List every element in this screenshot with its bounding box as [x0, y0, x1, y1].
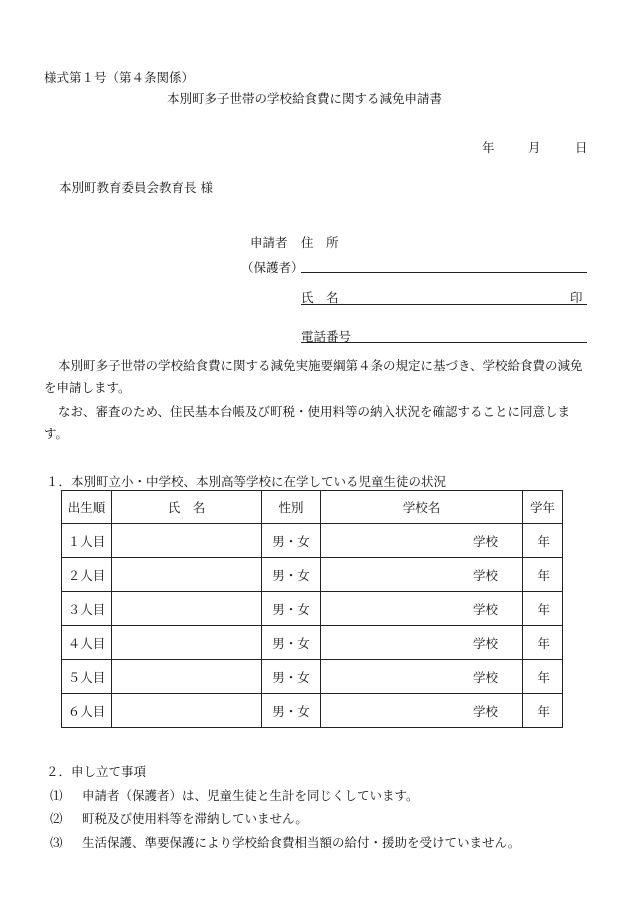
grade-cell[interactable]: 年: [523, 694, 563, 728]
school-cell[interactable]: 学校: [321, 626, 523, 660]
sex-cell[interactable]: 男・女: [262, 558, 321, 592]
table-row: [62, 558, 563, 592]
statement-item: [50, 809, 308, 827]
section1-heading: １．本別町立小・中学校、本別高等学校に在学している児童生徒の状況: [46, 474, 447, 489]
statement-item: [50, 833, 520, 851]
table-row: [62, 694, 563, 728]
children-status-table: [61, 490, 563, 728]
sex-cell[interactable]: 男・女: [262, 660, 321, 694]
table-row: [62, 626, 563, 660]
sex-cell[interactable]: 男・女: [262, 626, 321, 660]
consent-paragraph: なお、審査のため、住民基本台帳及び町税・使用料等の納入状況を確認することに同意します。: [44, 404, 571, 441]
name-field-line[interactable]: [301, 304, 587, 305]
table-row: [62, 660, 563, 694]
table-row: [62, 592, 563, 626]
name-cell[interactable]: [112, 626, 262, 660]
address-field-line[interactable]: [301, 272, 587, 273]
name-label: 氏 名: [301, 290, 339, 305]
statement-text: 町税及び使用料等を滞納していません。: [82, 811, 308, 826]
phone-label: 電話番号: [301, 329, 352, 344]
section2-heading: ２．申し立て事項: [46, 764, 147, 779]
col-header-grade: 学年: [523, 491, 563, 524]
statement-number: ⑴: [50, 788, 63, 803]
statement-number: ⑵: [50, 811, 63, 826]
form-number: 様式第１号（第４条関係）: [44, 70, 195, 85]
name-cell[interactable]: [112, 660, 262, 694]
sex-cell[interactable]: 男・女: [262, 524, 321, 558]
table-header-row: [62, 491, 563, 524]
statement-text: 生活保護、準要保護により学校給食費相当額の給付・援助を受けていません。: [82, 835, 521, 850]
addressee: 本別町教育委員会教育長 様: [59, 180, 213, 195]
date-day: 日: [575, 140, 588, 155]
school-cell[interactable]: 学校: [321, 660, 523, 694]
grade-cell[interactable]: 年: [523, 524, 563, 558]
name-cell[interactable]: [112, 592, 262, 626]
phone-field-line[interactable]: [301, 342, 587, 343]
applicant-label: 申請者: [250, 235, 288, 250]
statement-number: ⑶: [50, 835, 63, 850]
sex-cell[interactable]: 男・女: [262, 592, 321, 626]
school-cell[interactable]: 学校: [321, 558, 523, 592]
grade-cell[interactable]: 年: [523, 626, 563, 660]
name-cell[interactable]: [112, 558, 262, 592]
grade-cell[interactable]: 年: [523, 660, 563, 694]
name-cell[interactable]: [112, 524, 262, 558]
date-year: 年: [482, 140, 495, 155]
sex-cell[interactable]: 男・女: [262, 694, 321, 728]
col-header-name: 氏 名: [112, 491, 262, 524]
school-cell[interactable]: 学校: [321, 694, 523, 728]
seal-label: 印: [570, 290, 583, 305]
date-month: 月: [528, 140, 541, 155]
col-header-school: 学校名: [321, 491, 523, 524]
col-header-sex: 性別: [262, 491, 321, 524]
birth-order-cell: ３人目: [62, 592, 112, 626]
statement-item: [50, 786, 419, 804]
grade-cell[interactable]: 年: [523, 592, 563, 626]
birth-order-cell: ４人目: [62, 626, 112, 660]
address-label: 住 所: [301, 235, 339, 250]
birth-order-cell: ６人目: [62, 694, 112, 728]
statement-text: 申請者（保護者）は、児童生徒と生計を同じくしています。: [82, 788, 419, 803]
grade-cell[interactable]: 年: [523, 558, 563, 592]
school-cell[interactable]: 学校: [321, 592, 523, 626]
name-cell[interactable]: [112, 694, 262, 728]
document-title: 本別町多子世帯の学校給食費に関する減免申請書: [167, 91, 443, 106]
school-cell[interactable]: 学校: [321, 524, 523, 558]
birth-order-cell: ５人目: [62, 660, 112, 694]
birth-order-cell: １人目: [62, 524, 112, 558]
birth-order-cell: ２人目: [62, 558, 112, 592]
request-paragraph: 本別町多子世帯の学校給食費に関する減免実施要綱第４条の規定に基づき、学校給食費の減免を申請します。: [44, 358, 583, 395]
col-header-order: 出生順: [62, 491, 112, 524]
guardian-label: （保護者）: [241, 260, 304, 275]
table-row: [62, 524, 563, 558]
